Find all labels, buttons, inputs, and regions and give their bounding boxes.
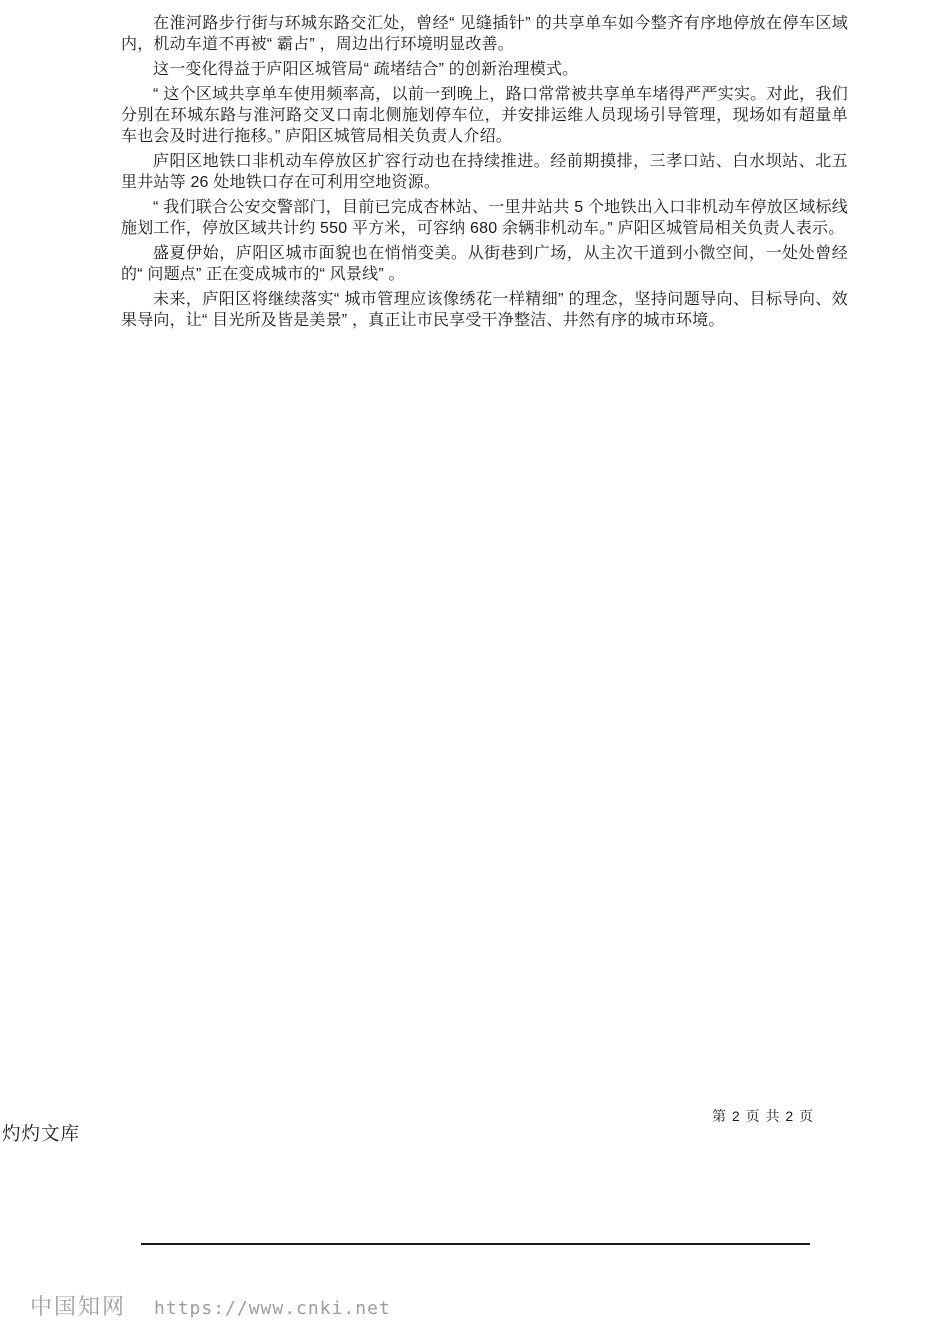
body-paragraph: 未来，庐阳区将继续落实“ 城市管理应该像绣花一样精细” 的理念，坚持问题导向、目标导向、效果导向，让“ 目光所及皆是美景” ，真正让市民享受干净整洁、井然有序的城市环境。	[121, 291, 848, 329]
body-paragraph: 在淮河路步行街与环城东路交汇处，曾经“ 见缝插针” 的共享单车如今整齐有序地停放在停车区域内，机动车道不再被“ 霸占” ，周边出行环境明显改善。	[121, 15, 848, 53]
cnki-brand: 中国知网	[30, 1294, 127, 1319]
body-paragraph: 庐阳区地铁口非机动车停放区扩容行动也在持续推进。经前期摸排，三孝口站、白水坝站、北五里井站等 26 处地铁口存在可利用空地资源。	[121, 153, 848, 191]
body-paragraph: 这一变化得益于庐阳区城管局“ 疏堵结合” 的创新治理模式。	[153, 61, 579, 78]
library-watermark: 灼灼文库	[2, 1123, 81, 1144]
body-paragraph: “ 这个区域共享单车使用频率高，以前一到晚上，路口常常被共享单车堵得严严实实。对此，我们分别在环城东路与淮河路交叉口南北侧施划停车位，并安排运维人员现场引导管理，现场如有超量单车也会及时进行拖移。” 庐阳区城管局相关负责人介绍。	[121, 86, 848, 145]
cnki-watermark	[30, 1290, 391, 1321]
page-number: 第 2 页 共 2 页	[712, 1108, 815, 1124]
footer-divider-line	[141, 1243, 810, 1245]
body-paragraph: “ 我们联合公安交警部门，目前已完成杏林站、一里井站共 5 个地铁出入口非机动车停放区域标线施划工作，停放区域共计约 550 平方米，可容纳 680 余辆非机动车。” 庐阳区城管局相关负责人表示。	[121, 199, 848, 237]
cnki-url: https://www.cnki.net	[154, 1298, 391, 1319]
body-paragraph: 盛夏伊始，庐阳区城市面貌也在悄悄变美。从街巷到广场，从主次干道到小微空间，一处处曾经的“ 问题点” 正在变成城市的“ 风景线” 。	[121, 245, 848, 283]
document-body	[121, 13, 848, 335]
